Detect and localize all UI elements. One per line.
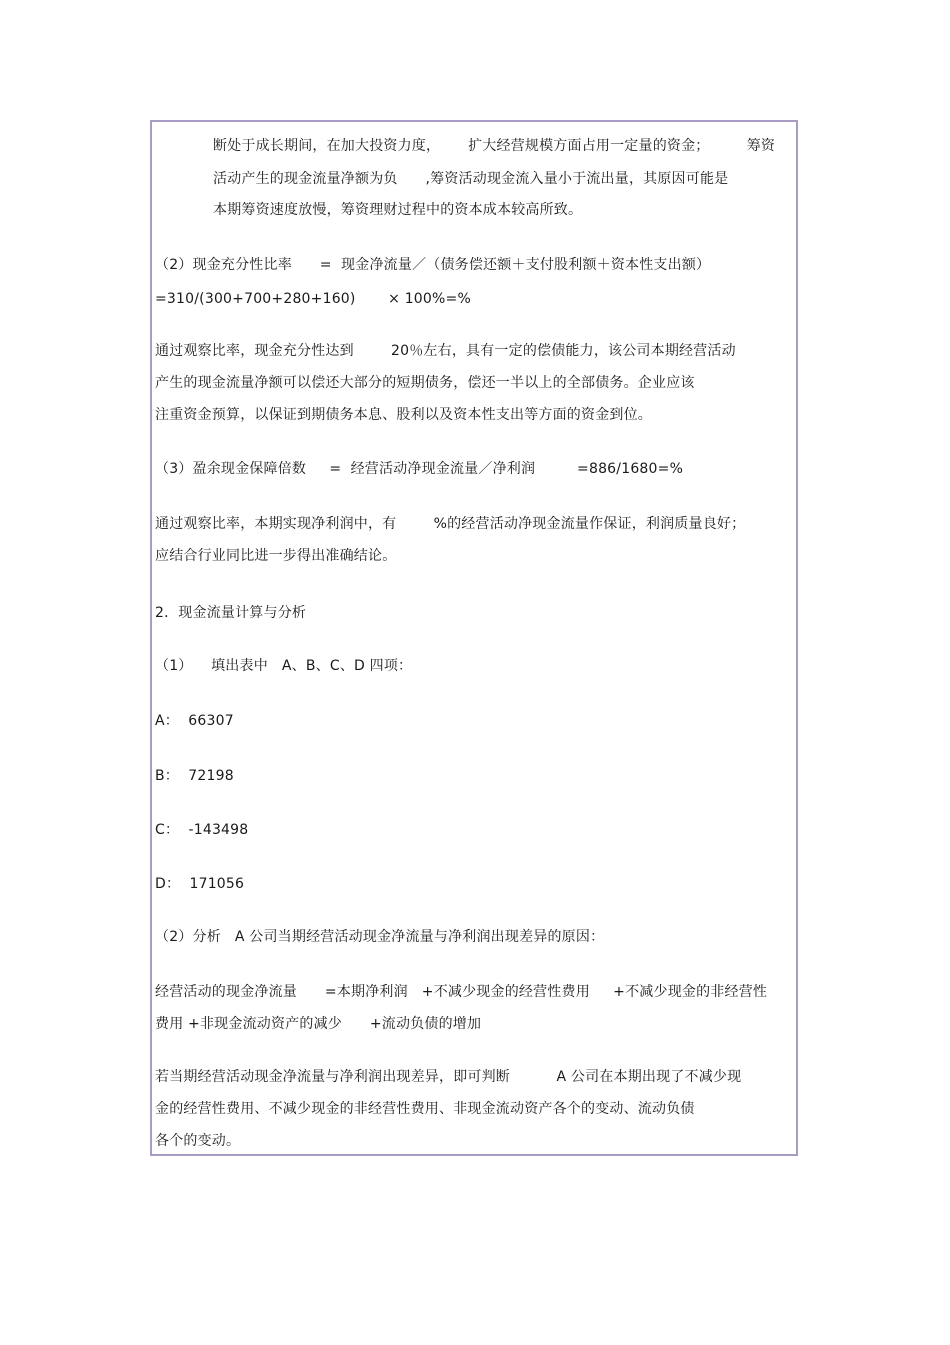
paragraph-line: 产生的现金流量净额可以偿还大部分的短期债务，偿还一半以上的全部债务。企业应该	[155, 375, 695, 391]
formula-line: 经营活动的现金净流量 =本期净利润 +不减少现金的经营性费用 +不减少现金的非经营性	[155, 984, 768, 1000]
subsection-heading: （1） 填出表中 A、B、C、D 四项：	[155, 658, 413, 674]
paragraph-line: 通过观察比率，现金充分性达到 20％左右，具有一定的偿债能力，该公司本期经营活动	[155, 343, 736, 359]
formula-line: =310/(300+700+280+160) × 100%=%	[155, 291, 471, 307]
answer-d: D： 171056	[155, 876, 245, 892]
section-heading: 2．现金流量计算与分析	[155, 605, 307, 621]
paragraph-line: 断处于成长期间，在加大投资力度， 扩大经营规模方面占用一定量的资金； 筹资	[213, 138, 776, 154]
subsection-heading: （2）分析 A 公司当期经营活动现金净流量与净利润出现差异的原因：	[155, 929, 605, 945]
paragraph-line: 通过观察比率，本期实现净利润中，有 %的经营活动净现金流量作保证，利润质量良好；	[155, 516, 746, 532]
paragraph-line: 本期筹资速度放慢，筹资理财过程中的资本成本较高所致。	[213, 202, 583, 218]
paragraph-line: 注重资金预算，以保证到期债务本息、股利以及资本性支出等方面的资金到位。	[155, 407, 652, 423]
paragraph-line: 金的经营性费用、不减少现金的非经营性费用、非现金流动资产各个的变动、流动负债	[155, 1101, 695, 1117]
answer-b: B： 72198	[155, 768, 234, 784]
formula-line: （3）盈余现金保障倍数 = 经营活动净现金流量／净利润 =886/1680=%	[155, 461, 684, 477]
answer-c: C： -143498	[155, 822, 249, 838]
paragraph-line: 应结合行业同比进一步得出准确结论。	[155, 548, 397, 564]
paragraph-line: 活动产生的现金流量净额为负 ,筹资活动现金流入量小于流出量，其原因可能是	[213, 171, 729, 187]
paragraph-line: 各个的变动。	[155, 1133, 241, 1149]
answer-a: A： 66307	[155, 713, 234, 729]
formula-line: 费用 +非现金流动资产的减少 +流动负债的增加	[155, 1016, 482, 1032]
paragraph-line: 若当期经营活动现金净流量与净利润出现差异，即可判断 A 公司在本期出现了不减少现	[155, 1069, 742, 1085]
formula-line: （2）现金充分性比率 = 现金净流量／（债务偿还额＋支付股利额＋资本性支出额）	[155, 257, 711, 273]
